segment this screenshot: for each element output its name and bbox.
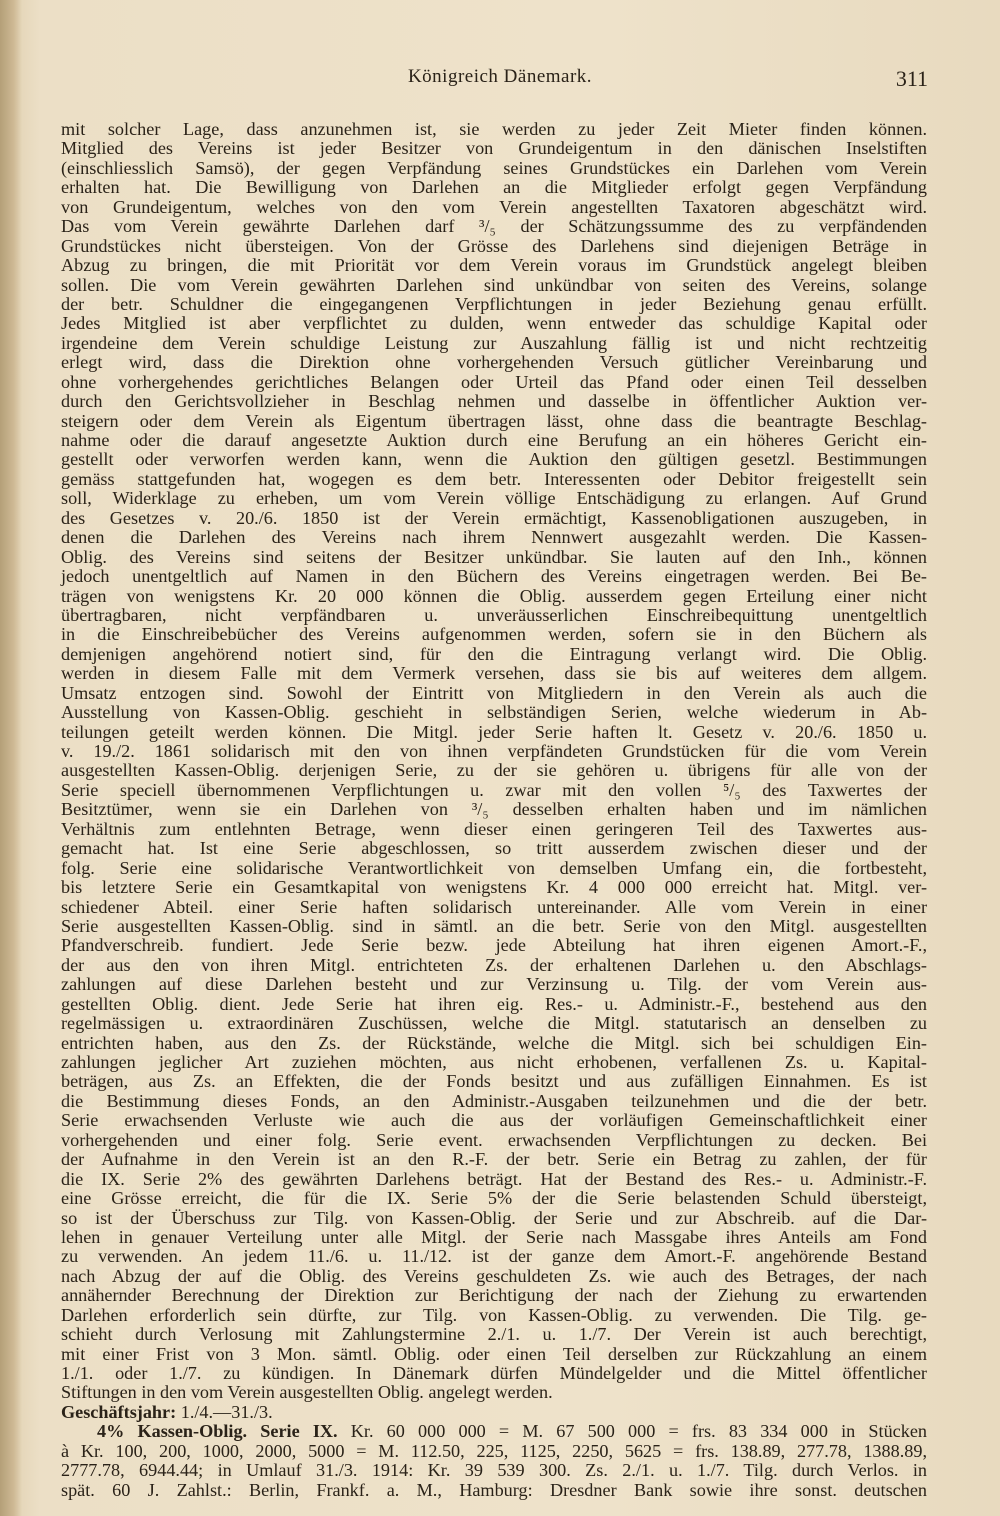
text-line: ohne vorhergehendes gerichtliches Belangen oder Urteil das Pfand oder einen Teil desselben <box>61 371 927 392</box>
text-line: der betr. Schuldner die eingegangenen Verpflichtungen in jeder Beziehung genau erfüllt. <box>61 293 927 314</box>
text-line: Grundstückes nicht übersteigen. Von der Grösse des Darlehens sind diejenigen Beträge in <box>61 235 927 256</box>
text-line: steigern oder dem Verein als Eigentum übertragen lässt, ohne dass die beantragte Beschlag- <box>61 410 927 431</box>
text-line: (einschliesslich Samsö), der gegen Verpfändung seines Grundstückes ein Darlehen vom Verein <box>61 157 927 178</box>
text-line: so ist der Überschuss zur Tilg. von Kassen-Oblig. der Serie und zur Abschreib. auf die Dar- <box>61 1207 927 1228</box>
text-line: demjenigen angehörend notiert sind, für den die Eintragung verlangt wird. Die Oblig. <box>61 643 927 664</box>
text-line: Ausstellung von Kassen-Oblig. geschieht in selbständigen Serien, welche wiederum in Ab- <box>61 702 927 723</box>
text-line: trägen von wenigstens Kr. 20 000 können die Oblig. ausserdem gegen Erteilung einer nicht <box>61 585 927 606</box>
page-binding-shadow <box>0 0 22 1516</box>
text-line: schiedener Abteil. einer Serie haften solidarisch untereinander. Alle vom Verein in einer <box>61 896 927 917</box>
page-header <box>0 66 1000 96</box>
bond-entry-line-2: à Kr. 100, 200, 1000, 2000, 5000 = M. 112.50, 225, 1125, 2250, 5625 = frs. 138.89, 277.78, 1388.89, <box>61 1440 927 1461</box>
text-line: Mitglied des Vereins ist jeder Besitzer von Grundeigentum in den dänischen Inselstiften <box>61 138 927 159</box>
text-line: denen die Darlehen des Vereins nach ihrem Nennwert ausgezahlt werden. Die Kassen- <box>61 527 927 548</box>
text-line: Serie erwachsenden Verluste wie auch die aus der vorläufigen Gemeinschaftlichkeit einer <box>61 1110 927 1131</box>
text-line: zahlungen auf diese Darlehen besteht und zur Verzinsung u. Tilg. der vom Verein aus- <box>61 974 927 995</box>
text-line: gestellten Oblig. dient. Jede Serie hat ihren eig. Res.- u. Administr.-F., bestehend aus den <box>61 993 927 1014</box>
page-number: 311 <box>895 66 928 91</box>
text-line: erhalten hat. Die Bewilligung von Darlehen an die Mitglieder erfolgt gegen Verpfändung <box>61 177 927 198</box>
text-line: erlegt wird, dass die Direktion ohne vorhergehenden Versuch gütlicher Vereinbarung und <box>61 352 927 373</box>
text-line: irgendeine dem Verein schuldige Leistung zur Auszahlung fällig ist und nicht rechtzeitig <box>61 332 927 353</box>
text-line: 1./1. oder 1./7. zu kündigen. In Dänemark dürfen Mündelgelder und die Mittel öffentlicher <box>61 1363 927 1383</box>
text-line: von Grundeigentum, welches von den vom Verein angestellten Taxatoren abgeschätzt wird. <box>61 196 927 217</box>
text-line: die Bestimmung dieses Fonds, an den Administr.-Ausgaben teilzunehmen und die der betr. <box>61 1090 927 1111</box>
text-line: mit solcher Lage, dass anzunehmen ist, sie werden zu jeder Zeit Mieter finden können. <box>61 119 927 139</box>
text-line: mit einer Frist von 3 Mon. sämtl. Oblig. oder einen Teil derselben zur Rückzahlung an einem <box>61 1343 927 1364</box>
bond-entry-line-3: 2777.78, 6944.44; in Umlauf 31./3. 1914: Kr. 39 539 300. Zs. 2./1. u. 1./7. Tilg. durch Verlos. in <box>61 1460 927 1481</box>
bond-entry-label: 4% Kassen-Oblig. Serie IX. <box>97 1421 338 1442</box>
text-line: Verhältnis zum entlehnten Betrage, wenn dieser einen geringeren Teil des Taxwertes aus- <box>61 818 927 839</box>
text-line: zu verwenden. An jedem 11./6. u. 11./12. ist der ganze dem Amort.-F. angehörende Bestand <box>61 1246 927 1267</box>
text-line: teilungen geteilt werden können. Die Mitgl. jeder Serie haften lt. Gesetz v. 20./6. 1850 u. <box>61 721 927 742</box>
bond-entry-line-4: spät. 60 J. Zahlst.: Berlin, Frankf. a. M., Hamburg: Dresdner Bank sowie ihre sonst. deutschen <box>61 1479 927 1500</box>
text-line: Abzug zu bringen, die mit Priorität vor dem Verein voraus im Grundstück angelegt bleiben <box>61 255 927 276</box>
text-line: die IX. Serie 2% des gewährten Darlehens beträgt. Hat der Bestand des Res.- u. Administr.-F. <box>61 1168 927 1189</box>
text-line: Stiftungen in den vom Verein ausgestellten Oblig. angelegt werden. <box>61 1382 553 1403</box>
text-line: Besitztümer, wenn sie ein Darlehen von ³/₅ desselben erhalten haben und im nämlichen <box>61 799 927 820</box>
text-line: Darlehen erforderlich sein dürfte, zur Tilg. von Kassen-Oblig. zu verwenden. Die Tilg. ge- <box>61 1304 927 1325</box>
text-line: durch den Gerichtsvollzieher in Beschlag nehmen und dasselbe in öffentlicher Auktion ver- <box>61 391 927 412</box>
text-line: des Gesetzes v. 20./6. 1850 ist der Verein ermächtigt, Kassenobligationen auszugeben, in <box>61 507 927 528</box>
text-line: folg. Serie eine solidarische Verantwortlichkeit von demselben Umfang ein, die fortbesteht, <box>61 857 927 878</box>
bond-entry-line-1 <box>61 1422 927 1441</box>
text-line: gemäss stattgefunden hat, wogegen es dem betr. Interessenten oder Debitor freigestellt sein <box>61 468 927 489</box>
text-line: in die Einschreibebücher des Vereins aufgenommen werden, sofern sie in den Büchern als <box>61 624 927 645</box>
running-head: Königreich Dänemark. <box>407 66 593 87</box>
text-line: ausgestellten Kassen-Oblig. derjenigen Serie, zu der sie gehören u. übrigens für alle von der <box>61 760 927 781</box>
text-line: Das vom Verein gewährte Darlehen darf ³/₅ der Schätzungssumme des zu verpfändenden <box>61 216 927 237</box>
text-line: jedoch unentgeltlich auf Namen in den Büchern des Vereins eingetragen werden. Bei Be- <box>61 566 927 587</box>
text-line: werden in diesem Falle mit dem Vermerk versehen, dass sie bis auf weiteres dem allgem. <box>61 663 927 684</box>
text-line: sollen. Die vom Verein gewährten Darlehen sind unkündbar von seiten des Vereins, solange <box>61 274 927 295</box>
text-line: gestellt oder verworfen werden kann, wenn die Auktion den gültigen gesetzl. Bestimmungen <box>61 449 927 470</box>
text-line: lehen in genauer Verteilung unter alle Mitgl. der Serie nach Massgabe ihres Anteils am Fond <box>61 1226 927 1247</box>
text-line: Serie ausgestellten Kassen-Oblig. sind in sämtl. an die betr. Serie von den Mitgl. ausgestellten <box>61 915 927 936</box>
text-line: schieht durch Verlosung mit Zahlungstermine 2./1. u. 1./7. Der Verein ist auch berechtigt, <box>61 1324 927 1345</box>
fiscal-year-label: Geschäftsjahr: <box>61 1401 177 1422</box>
text-line: nahme oder die darauf angesetzte Auktion durch eine Berufung an ein höheres Gericht ein- <box>61 430 927 450</box>
paragraph <box>61 120 927 1403</box>
text-line: der Aufnahme in den Verein ist an den R.-F. der betr. Serie ein Betrag zu zahlen, der für <box>61 1149 927 1170</box>
bond-entry-line1-rest: Kr. 60 000 000 = M. 67 500 000 = frs. 83 334 000 in Stücken <box>350 1421 928 1442</box>
text-line: annähernder Berechnung der Direktion zur Berichtigung der nach der Ziehung zu erwartenden <box>61 1285 927 1306</box>
text-line: Jedes Mitglied ist aber verpflichtet zu dulden, wenn entweder das schuldige Kapital oder <box>61 313 927 334</box>
text-line: übertragbaren, nicht verpfändbaren u. unveräusserlichen Einschreibequittung unentgeltlich <box>61 604 927 625</box>
fiscal-year-line <box>61 1403 927 1422</box>
text-line: Umsatz entzogen sind. Sowohl der Eintritt von Mitgliedern in den Verein als auch die <box>61 682 927 703</box>
text-line: entrichten haben, aus den Zs. der Rückstände, welche die Mitgl. sich bei schuldigen Ein- <box>61 1032 927 1053</box>
text-line: der aus den von ihren Mitgl. entrichteten Zs. der erhaltenen Darlehen u. den Abschlags- <box>61 954 927 975</box>
text-line: zahlungen jeglicher Art zuziehen möchten, aus nicht erhobenen, verfallenen Zs. u. Kapital- <box>61 1052 927 1072</box>
body-text <box>61 120 927 1500</box>
fiscal-year-value: 1./4.—31./3. <box>180 1401 273 1422</box>
text-line: gemacht hat. Ist eine Serie abgeschlossen, so tritt ausserdem zwischen dieser und der <box>61 838 927 859</box>
text-line: Serie speciell übernommenen Verpflichtungen u. zwar mit den vollen ⁵/₅ des Taxwertes der <box>61 779 927 800</box>
text-line: beträgen, aus Zs. an Effekten, die der Fonds besitzt und aus zufälligen Einnahmen. Es ist <box>61 1071 927 1092</box>
text-line: eine Grösse erreicht, die für die IX. Serie 5% der die Serie belastenden Schuld übersteigt, <box>61 1188 927 1209</box>
text-line: nach Abzug der auf die Oblig. des Vereins geschuldeten Zs. wie auch des Betrages, der nach <box>61 1265 927 1286</box>
text-line: soll, Widerklage zu erheben, um vom Verein völlige Entschädigung zu erlangen. Auf Grund <box>61 488 927 509</box>
text-line: v. 19./2. 1861 solidarisch mit den von ihnen verpfändeten Grundstücken für die vom Verein <box>61 741 927 761</box>
text-line: Pfandverschreib. fundiert. Jede Serie bezw. jede Abteilung hat ihren eigenen Amort.-F., <box>61 935 927 956</box>
text-line: Oblig. des Vereins sind seitens der Besitzer unkündbar. Sie lauten auf den Inh., können <box>61 546 927 567</box>
text-line: vorhergehenden und einer folg. Serie event. erwachsenden Verpflichtungen zu decken. Bei <box>61 1129 927 1150</box>
text-line: bis letztere Serie ein Gesamtkapital von wenigstens Kr. 4 000 000 erreicht hat. Mitgl. ver- <box>61 877 927 898</box>
text-line: regelmässigen u. extraordinären Zuschüssen, welche die Mitgl. statutarisch an denselben zu <box>61 1013 927 1034</box>
